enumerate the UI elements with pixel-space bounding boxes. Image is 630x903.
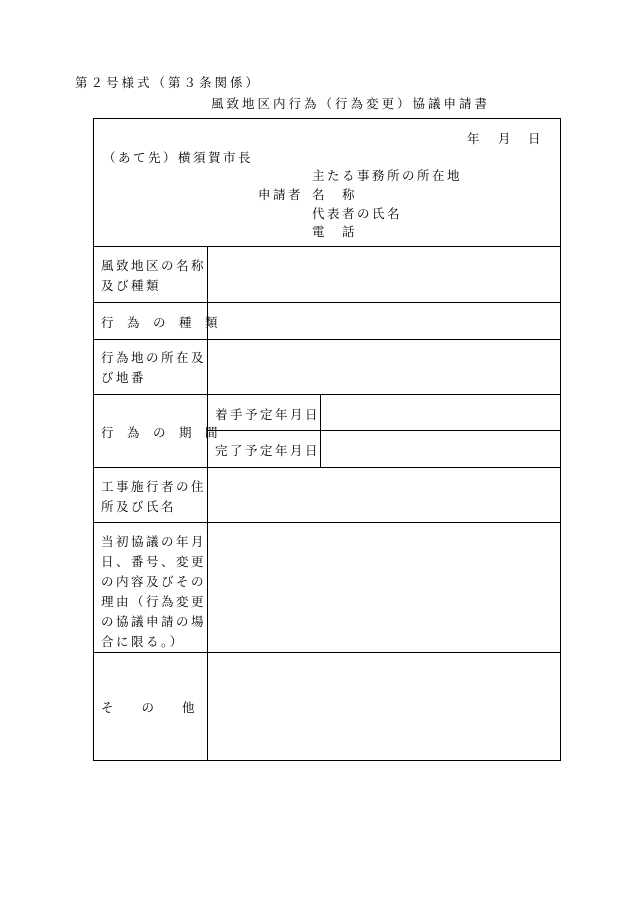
initial-consultation-label-line: の内容及びその	[101, 574, 207, 589]
area-name-label-line: 風致地区の名称	[101, 258, 207, 273]
start-date-field[interactable]	[321, 395, 560, 430]
initial-consultation-label-line: の協議申請の場	[101, 614, 207, 629]
date-day-label: 日	[528, 131, 541, 146]
location-label	[101, 348, 206, 388]
period-label: 行 為 の 期 間	[101, 425, 219, 440]
date-month-label: 月	[498, 131, 511, 146]
date-year-label: 年	[467, 131, 480, 146]
other-label: そ の 他	[101, 700, 196, 715]
initial-consultation-label-line: 合に限る。）	[101, 634, 185, 649]
location-field[interactable]	[208, 340, 560, 394]
initial-consultation-label	[101, 532, 206, 652]
end-date-field[interactable]	[321, 431, 560, 467]
form-number: 第２号様式（第３条関係）	[75, 75, 262, 90]
location-label-line: 行為地の所在及	[101, 350, 207, 365]
office-address-label: 主たる事務所の所在地	[312, 168, 463, 183]
location-label-line: び地番	[101, 370, 147, 385]
area-name-label-line: 及び種類	[101, 278, 162, 293]
end-date-label: 完了予定年月日	[215, 443, 321, 458]
initial-consultation-label-line: 日、番号、変更	[101, 554, 207, 569]
representative-label: 代表者の氏名	[312, 206, 403, 221]
contractor-label-line: 工事施行者の住	[101, 479, 207, 494]
area-name-field[interactable]	[208, 247, 560, 302]
contractor-label-line: 所及び氏名	[101, 499, 177, 514]
form-title: 風致地区内行為（行為変更）協議申請書	[211, 96, 491, 111]
area-name-label	[101, 256, 206, 296]
action-type-label: 行 為 の 種 類	[101, 315, 219, 330]
action-type-field[interactable]	[208, 303, 560, 339]
phone-label: 電 話	[312, 224, 358, 239]
contractor-field[interactable]	[208, 468, 560, 522]
contractor-label	[101, 477, 206, 517]
initial-consultation-field[interactable]	[208, 523, 560, 652]
start-date-label: 着手予定年月日	[215, 407, 321, 422]
addressee-label: （あて先）横須賀市長	[103, 150, 254, 165]
name-label: 名 称	[312, 187, 358, 202]
applicant-label: 申請者	[258, 187, 304, 202]
initial-consultation-label-line: 当初協議の年月	[101, 534, 207, 549]
initial-consultation-label-line: 理由（行為変更	[101, 594, 207, 609]
other-field[interactable]	[208, 653, 560, 760]
